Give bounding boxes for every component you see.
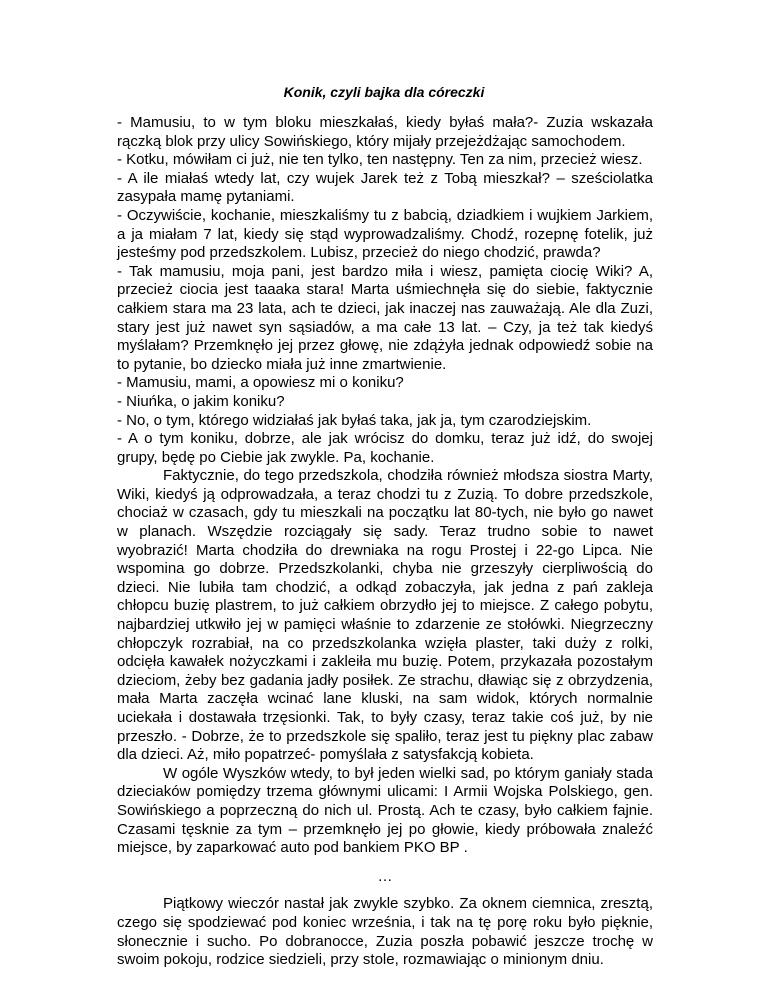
- section-separator: …: [377, 867, 393, 885]
- paragraph: - Mamusiu, mami, a opowiesz mi o koniku?: [117, 374, 404, 392]
- paragraph: - A o tym koniku, dobrze, ale jak wrócisz do domku, teraz już idź, do swojej grupy, będę po Ciebie jak zwykle. Pa, kochanie.: [117, 430, 653, 466]
- paragraph: - Tak mamusiu, moja pani, jest bardzo miła i wiesz, pamięta ciocię Wiki? A, przecież ciocia jest taaaka stara! Marta uśmiechnęła się do siebie, faktycznie całkiem stara ma 23 lata, ach te dzieci, jak inaczej nas zauważają. Ale dla Zuzi, stary jest już nawet syn sąsiadów, a ma całe 13 lat. – Czy, ja też tak kiedyś myślałam? Przemknęło jej przez głowę, nie zdążyła jednak odpowiedź sobie na to pytanie, bo dziecko miała już inne zmartwienie.: [117, 262, 653, 373]
- paragraph: - Kotku, mówiłam ci już, nie ten tylko, ten następny. Ten za nim, przecież wiesz.: [117, 151, 643, 169]
- indented-paragraph: Faktycznie, do tego przedszkola, chodziła również młodsza siostra Marty, Wiki, kiedyś ją odprowadzała, a teraz chodzi tu z Zuzią. To dobre przedszkole, chociaż w czasach, gdy tu mieszkali na początku lat 80-tych, nie było go nawet w planach. Wszędzie rozciągały się sady. Teraz trudno sobie to nawet wyobrazić! Marta chodziła do drewniaka na rogu Prostej i 22-go Lipca. Nie wspomina go dobrze. Przedszkolanki, chyba nie grzeszyły cierpliwością do dzieci. Nie lubiła tam chodzić, a odkąd zobaczyła, jak jedna z pań zakleja chłopcu buzię plastrem, to już całkiem obrzydło jej to miejsce. Z całego pobytu, najbardziej utkwiło jej w pamięci właśnie to zdarzenie ze stołówki. Niegrzeczny chłopczyk rozrabiał, na co przedszkolanka wzięła plaster, taki duży z rolki, odcięła kawałek nożyczkami i zakleiła mu buzię. Potem, przykazała pozostałym dzieciom, żeby bez gadania jadły posiłek. Ze strachu, dławiąc się z obrzydzenia, mała Marta zaczęła wcinać lane kluski, na sam widok, których normalnie uciekała i dostawała trzęsionki. Tak, to były czasy, teraz takie coś już, by nie przeszło. - Dobrze, że to przedszkole się spaliło, teraz jest tu piękny plac zabaw dla dzieci. Aż, miło popatrzeć- pomyślała z satysfakcją kobieta.: [117, 467, 653, 764]
- paragraph: - Mamusiu, to w tym bloku mieszkałaś, kiedy byłaś mała?- Zuzia wskazała rączką blok przy ulicy Sowińskiego, który mijały przejeżdżając samochodem.: [117, 114, 653, 150]
- document-title: Konik, czyli bajka dla córeczki: [283, 84, 485, 100]
- paragraph: - Oczywiście, kochanie, mieszkaliśmy tu z babcią, dziadkiem i wujkiem Jarkiem, a ja miałam 7 lat, kiedy się stąd wyprowadzaliśmy. Chodź, rozepnę fotelik, już jesteśmy pod przedszkolem. Lubisz, przecież do niego chodzić, prawda?: [117, 206, 653, 262]
- paragraph: - Niuńka, o jakim koniku?: [117, 392, 285, 410]
- indented-paragraph: W ogóle Wyszków wtedy, to był jeden wielki sad, po którym ganiały stada dzieciaków pomiędzy trzema głównymi ulicami: I Armii Wojska Polskiego, gen. Sowińskiego a poprzeczną do nich ul. Prostą. Ach te czasy, było całkiem fajnie. Czasami tęsknie za tym – przemknęło jej po głowie, kiedy próbowała znaleźć miejsce, by zaparkować auto pod bankiem PKO BP .: [117, 764, 653, 857]
- final-paragraph: Piątkowy wieczór nastał jak zwykle szybko. Za oknem ciemnica, zresztą, czego się spodziewać pod koniec września, i tak na tę porę roku było pięknie, słonecznie i sucho. Po dobranocce, Zuzia poszła pobawić jeszcze trochę w swoim pokoju, rodzice siedzieli, przy stole, rozmawiając o minionym dniu.: [117, 895, 653, 969]
- paragraph: - No, o tym, którego widziałaś jak byłaś taka, jak ja, tym czarodziejskim.: [117, 411, 592, 429]
- document-body: [117, 114, 653, 970]
- paragraph: - A ile miałaś wtedy lat, czy wujek Jarek też z Tobą mieszkał? – sześciolatka zasypała mamę pytaniami.: [117, 169, 653, 206]
